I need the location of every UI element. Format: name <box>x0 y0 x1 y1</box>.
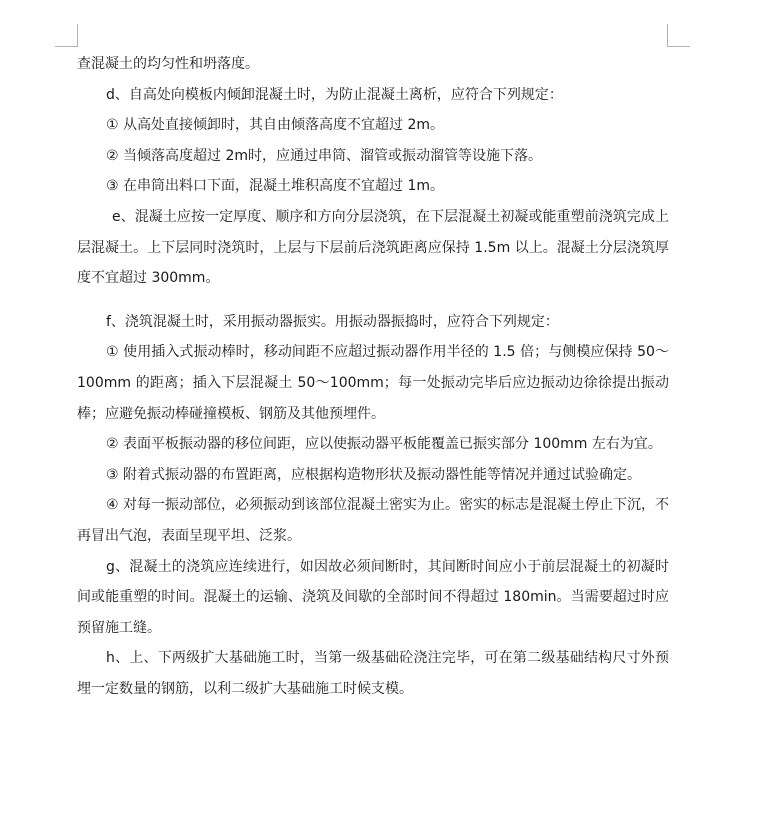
paragraph-d-rule-3: ③ 在串筒出料口下面，混凝土堆积高度不宜超过 1m。 <box>106 178 444 195</box>
paragraph-d-rule-2: ② 当倾落高度超过 2m时，应通过串筒、溜管或振动溜管等设施下落。 <box>106 147 542 164</box>
paragraph-continuation: 查混凝土的均匀性和坍落度。 <box>77 56 259 72</box>
paragraph-item-f: f、浇筑混凝土时，采用振动器振实。用振动器振捣时，应符合下列规定： <box>106 313 559 330</box>
crop-mark-top-left <box>55 24 78 47</box>
paragraph-d-rule-1: ① 从高处直接倾卸时，其自由倾落高度不宜超过 2m。 <box>106 117 444 134</box>
paragraph-item-h: h、上、下两级扩大基础施工时，当第一级基础砼浇注完毕，可在第二级基础结构尺寸外预埋一定数量的钢筋，以利二级扩大基础施工时候支模。 <box>77 650 669 697</box>
paragraph-f-rule-4: ④ 对每一振动部位，必须振动到该部位混凝土密实为止。密实的标志是混凝土停止下沉，不再冒出气泡，表面呈现平坦、泛浆。 <box>77 497 669 544</box>
paragraph-f-rule-3: ③ 附着式振动器的布置距离，应根据构造物形状及振动器性能等情况并通过试验确定。 <box>106 466 641 483</box>
paragraph-item-d: d、自高处向模板内倾卸混凝土时，为防止混凝土离析，应符合下列规定： <box>106 86 563 103</box>
paragraph-item-g: g、混凝土的浇筑应连续进行，如因故必须间断时，其间断时间应小于前层混凝土的初凝时间或能重塑的时间。混凝土的运输、浇筑及间歇的全部时间不得超过 180min。当需要超过时应预留施工缝。 <box>77 558 669 636</box>
paragraph-f-rule-1: ① 使用插入式振动棒时，移动间距不应超过振动器作用半径的 1.5 倍；与侧模应保持 50～100mm 的距离；插入下层混凝土 50～100mm；每一处振动完毕后应边振动边徐徐提出振动棒；应避免振动棒碰撞模板、钢筋及其他预埋件。 <box>77 344 669 422</box>
paragraph-f-rule-2: ② 表面平板振动器的移位间距，应以使振动器平板能覆盖已振实部分 100mm 左右为宜。 <box>106 436 662 453</box>
crop-mark-top-right <box>667 24 690 47</box>
paragraph-item-e: e、混凝土应按一定厚度、顺序和方向分层浇筑，在下层混凝土初凝或能重塑前浇筑完成上层混凝土。上下层同时浇筑时，上层与下层前后浇筑距离应保持 1.5m 以上。混凝土分层浇筑厚度不宜超过 300mm。 <box>77 208 669 287</box>
document-body <box>77 49 669 704</box>
